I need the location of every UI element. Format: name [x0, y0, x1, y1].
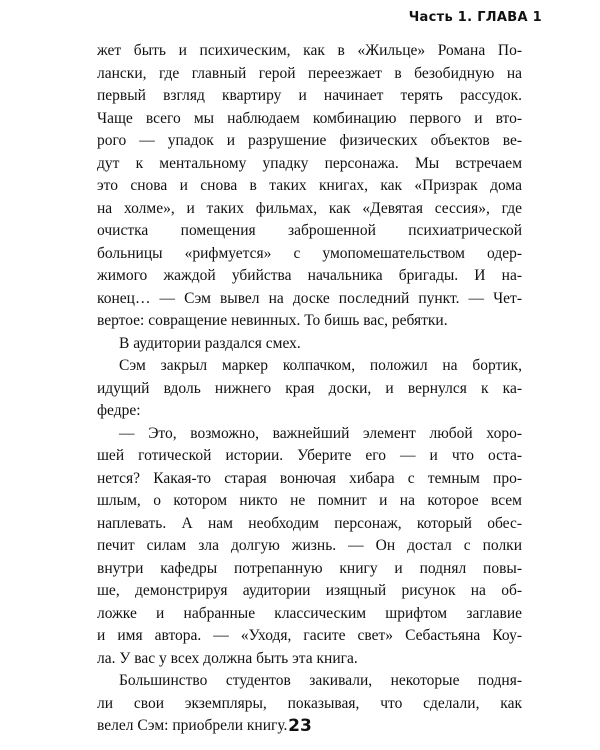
text-line: дут к ментальному упадку персонажа. Мы встречаем: [97, 154, 522, 172]
text-line: на холме», и таких фильмах, как «Девятая сессия», где: [97, 199, 522, 217]
text-line: ложке и набранные классическим шрифтом заглавие: [97, 604, 522, 622]
text-line: и имя автора. — «Уходя, гасите свет» Себастьяна Коу-: [97, 627, 522, 644]
text-line: шей готической истории. Уберите его — и что оста-: [97, 447, 522, 464]
text-line: очистка помещения заброшенной психиатрической: [97, 222, 522, 239]
text-line: вертое: совращение невинных. То бишь вас, ребятки.: [97, 312, 448, 329]
running-header: Часть 1. ГЛАВА 1: [408, 10, 542, 25]
text-line: рого — упадок и разрушение физических объектов ве-: [97, 132, 522, 149]
text-line: В аудитории раздался смех.: [119, 334, 301, 352]
text-line: внутри кафедры потрепанную книгу и поднял повы-: [97, 559, 522, 577]
text-line: Сэм закрыл маркер колпачком, положил на бортик,: [119, 357, 522, 374]
text-line: ше, демонстрируя аудитории изящный рисунок на об-: [97, 582, 522, 599]
text-line: федре:: [97, 402, 141, 419]
text-line: первый взгляд квартиру и начинает терять рассудок.: [97, 87, 522, 104]
text-line: Чаще всего мы наблюдаем комбинацию первого и вто-: [97, 109, 522, 127]
text-line: шлым, о котором никто не помнит и на которое всем: [97, 492, 522, 509]
text-line: печит силам зла долгую жизнь. — Он достал с полки: [97, 537, 522, 554]
body-text: [97, 40, 522, 738]
text-line: жет быть и психическим, как в «Жильце» Романа По-: [97, 42, 522, 59]
text-line: это снова и снова в таких книгах, как «Призрак дома: [97, 177, 522, 194]
text-line: конец… — Сэм вывел на доске последний пункт. — Чет-: [97, 289, 522, 307]
text-line: нется? Какая-то старая вонючая хибара с темным про-: [97, 469, 522, 487]
page-number: 23: [288, 716, 312, 736]
text-line: идущий вдоль нижнего края доски, и вернулся к ка-: [97, 379, 522, 397]
text-line: — Это, возможно, важнейший элемент любой хоро-: [119, 424, 522, 442]
text-line: велел Сэм: приобрели книгу.: [97, 717, 288, 734]
text-line: ла. У вас у всех должна быть эта книга.: [97, 649, 358, 667]
text-line: ли свои экземпляры, показывая, что сделали, как: [97, 694, 522, 712]
text-line: Большинство студентов закивали, некоторые подня-: [119, 672, 522, 689]
text-line: жимого жаждой убийства начальника бригады. И на-: [97, 267, 522, 284]
text-line: наплевать. А нам необходим персонаж, который обес-: [97, 514, 522, 532]
text-line: лански, где главный герой переезжает в безобидную на: [97, 64, 522, 82]
text-line: больницы «рифмуется» с умопомешательством одер-: [97, 244, 522, 262]
